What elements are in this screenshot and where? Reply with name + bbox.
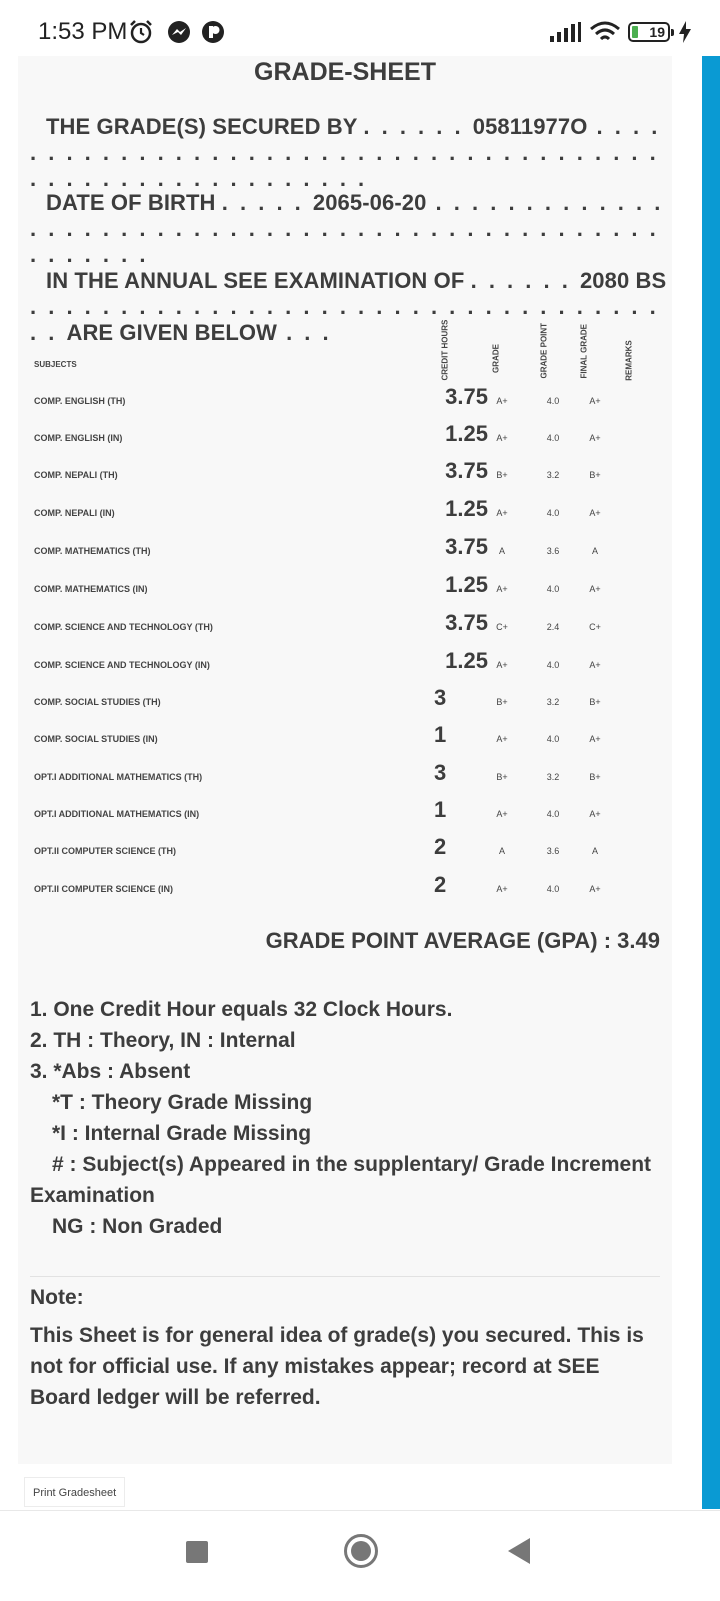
credit-hours: 1	[434, 722, 447, 747]
credit-hours: 3	[434, 685, 447, 710]
wifi-icon	[590, 21, 620, 43]
table-row	[18, 762, 672, 798]
subject-name: COMP. ENGLISH (IN)	[34, 433, 123, 443]
header-remarks: REMARKS	[624, 340, 634, 381]
app-icon	[200, 19, 226, 45]
grade-point: 3.6	[546, 846, 560, 856]
battery-icon: 19	[628, 22, 670, 42]
note-item: 2. TH : Theory, IN : Internal	[30, 1029, 296, 1052]
header-subjects: SUBJECTS	[34, 360, 77, 369]
note-item: *T : Theory Grade Missing	[52, 1091, 313, 1114]
print-gradesheet-button[interactable]: Print Gradesheet	[24, 1477, 125, 1507]
grade: A+	[496, 433, 508, 443]
note-item: 1. One Credit Hour equals 32 Clock Hours.	[30, 998, 453, 1021]
sheet-title: GRADE-SHEET	[254, 58, 436, 86]
note-item: # : Subject(s) Appeared in the supplentary/ Grade Increment Examination	[30, 1153, 652, 1207]
exam-value: 2080 BS	[579, 268, 667, 293]
back-icon[interactable]	[508, 1538, 530, 1564]
grade: C+	[496, 622, 508, 632]
credit-hours: 1.25	[445, 496, 488, 521]
final-grade: A+	[589, 734, 601, 744]
note-item: 3. *Abs : Absent	[30, 1060, 191, 1083]
grade-point: 4.0	[546, 396, 560, 406]
grade-point: 3.6	[546, 546, 560, 556]
header-final-grade: FINAL GRADE	[579, 323, 589, 379]
gpa-summary: GRADE POINT AVERAGE (GPA) : 3.49	[265, 928, 660, 953]
credit-hours: 1.25	[445, 648, 488, 673]
secured-by-line: THE GRADE(S) SECURED BY . . . . . . 05811977O . . . . . . . . . . . . . . . . . . . . . . . . . . . . . . . . . . . . . . . . . . . . . . . . . . . . . . . . . .	[30, 114, 661, 191]
grade-point: 4.0	[546, 734, 560, 744]
final-grade: B+	[589, 470, 601, 480]
grade-point: 3.2	[546, 470, 560, 480]
grade: A+	[496, 809, 508, 819]
table-row	[18, 687, 672, 723]
subject-name: COMP. MATHEMATICS (IN)	[34, 584, 148, 594]
navigation-bar	[0, 1510, 720, 1601]
subject-name: COMP. SCIENCE AND TECHNOLOGY (TH)	[34, 622, 213, 632]
grade: B+	[496, 697, 508, 707]
grade-point: 4.0	[546, 433, 560, 443]
table-row	[18, 386, 672, 422]
final-grade: A+	[589, 508, 601, 518]
table-row	[18, 460, 672, 496]
grade-point: 4.0	[546, 508, 560, 518]
grade: B+	[496, 772, 508, 782]
header-credit-hours: CREDIT HOURS	[440, 319, 450, 381]
final-grade: A+	[589, 396, 601, 406]
grade-point: 4.0	[546, 584, 560, 594]
credit-hours: 1.25	[445, 572, 488, 597]
clock: 1:53 PM	[38, 18, 128, 45]
grade-point: 3.2	[546, 697, 560, 707]
alarm-icon	[128, 19, 154, 45]
messenger-icon	[166, 19, 192, 45]
status-bar	[0, 0, 720, 60]
table-row	[18, 799, 672, 835]
subject-name: OPT.II COMPUTER SCIENCE (IN)	[34, 884, 174, 894]
final-grade: A	[591, 846, 598, 856]
signal-icon	[550, 22, 582, 42]
table-row	[18, 724, 672, 760]
credit-hours: 1	[434, 797, 447, 822]
final-grade: A+	[589, 809, 601, 819]
grade: B+	[496, 470, 508, 480]
subject-name: COMP. SOCIAL STUDIES (IN)	[34, 734, 158, 744]
note-item: *I : Internal Grade Missing	[52, 1122, 312, 1145]
final-grade: B+	[589, 697, 601, 707]
grade-point: 3.2	[546, 772, 560, 782]
grade: A+	[496, 660, 508, 670]
credit-hours: 3.75	[445, 534, 488, 559]
subject-name: COMP. MATHEMATICS (TH)	[34, 546, 151, 556]
grade: A	[498, 846, 505, 856]
subject-name: OPT.I ADDITIONAL MATHEMATICS (TH)	[34, 772, 203, 782]
notes-list	[30, 994, 660, 1242]
note-item: NG : Non Graded	[52, 1215, 223, 1238]
final-grade: A+	[589, 660, 601, 670]
table-row	[18, 874, 672, 910]
final-grade: C+	[589, 622, 601, 632]
grade-point: 4.0	[546, 809, 560, 819]
charging-icon	[678, 21, 692, 43]
subject-name: COMP. SOCIAL STUDIES (TH)	[34, 697, 161, 707]
grade: A+	[496, 584, 508, 594]
grade-sheet-card	[18, 56, 672, 1464]
table-row	[18, 836, 672, 872]
final-grade: A+	[589, 433, 601, 443]
exam-line: IN THE ANNUAL SEE EXAMINATION OF . . . . . . 2080 BS . . . . . . . . . . . . . . . . . . . . . . . . . . . . . . . . . . . . . ARE GIVEN BELOW . . .	[30, 268, 667, 345]
home-icon[interactable]	[344, 1534, 378, 1568]
final-grade: B+	[589, 772, 601, 782]
grade-point: 4.0	[546, 660, 560, 670]
secured-by-label: THE GRADE(S) SECURED BY	[46, 114, 358, 139]
subject-name: OPT.II COMPUTER SCIENCE (TH)	[34, 846, 177, 856]
grade: A	[498, 546, 505, 556]
credit-hours: 3	[434, 760, 447, 785]
dob-line: DATE OF BIRTH . . . . . 2065-06-20 . . . . . . . . . . . . . . . . . . . . . . . . . . . . . . . . . . . . . . . . . . . . . . . . . . . . . . .	[30, 190, 664, 267]
table-row	[18, 612, 672, 648]
table-row	[18, 650, 672, 686]
table-row	[18, 423, 672, 459]
grade: A+	[496, 734, 508, 744]
subject-name: COMP. NEPALI (TH)	[34, 470, 118, 480]
grade-point: 2.4	[546, 622, 560, 632]
dob-value: 2065-06-20	[312, 190, 427, 215]
exam-label: IN THE ANNUAL SEE EXAMINATION OF	[46, 268, 465, 293]
grade: A+	[496, 508, 508, 518]
grade: A+	[496, 884, 508, 894]
credit-hours: 3.75	[445, 458, 488, 483]
table-row	[18, 574, 672, 610]
secured-by-value: 05811977O	[472, 114, 588, 139]
credit-hours: 3.75	[445, 610, 488, 635]
subject-name: COMP. ENGLISH (TH)	[34, 396, 126, 406]
final-grade: A	[591, 546, 598, 556]
table-row	[18, 498, 672, 534]
final-grade: A+	[589, 884, 601, 894]
note-heading: Note:	[30, 1286, 84, 1309]
credit-hours: 1.25	[445, 421, 488, 446]
grade-point: 4.0	[546, 884, 560, 894]
credit-hours: 2	[434, 872, 447, 897]
recent-apps-icon[interactable]	[186, 1541, 208, 1563]
subject-name: COMP. NEPALI (IN)	[34, 508, 115, 518]
grade: A+	[496, 396, 508, 406]
credit-hours: 2	[434, 834, 447, 859]
divider	[30, 1276, 660, 1277]
final-grade: A+	[589, 584, 601, 594]
header-grade: GRADE	[491, 344, 501, 373]
table-row	[18, 536, 672, 572]
header-grade-point: GRADE POINT	[539, 322, 549, 379]
exam-suffix: ARE GIVEN BELOW	[66, 320, 277, 345]
note-text: This Sheet is for general idea of grade(s) you secured. This is not for official use. If any mistakes appear; record at SEE Board ledger will be referred.	[30, 1324, 644, 1409]
subject-name: COMP. SCIENCE AND TECHNOLOGY (IN)	[34, 660, 210, 670]
dob-label: DATE OF BIRTH	[46, 190, 216, 215]
subject-name: OPT.I ADDITIONAL MATHEMATICS (IN)	[34, 809, 200, 819]
scrollbar[interactable]	[702, 56, 720, 1509]
credit-hours: 3.75	[445, 384, 488, 409]
